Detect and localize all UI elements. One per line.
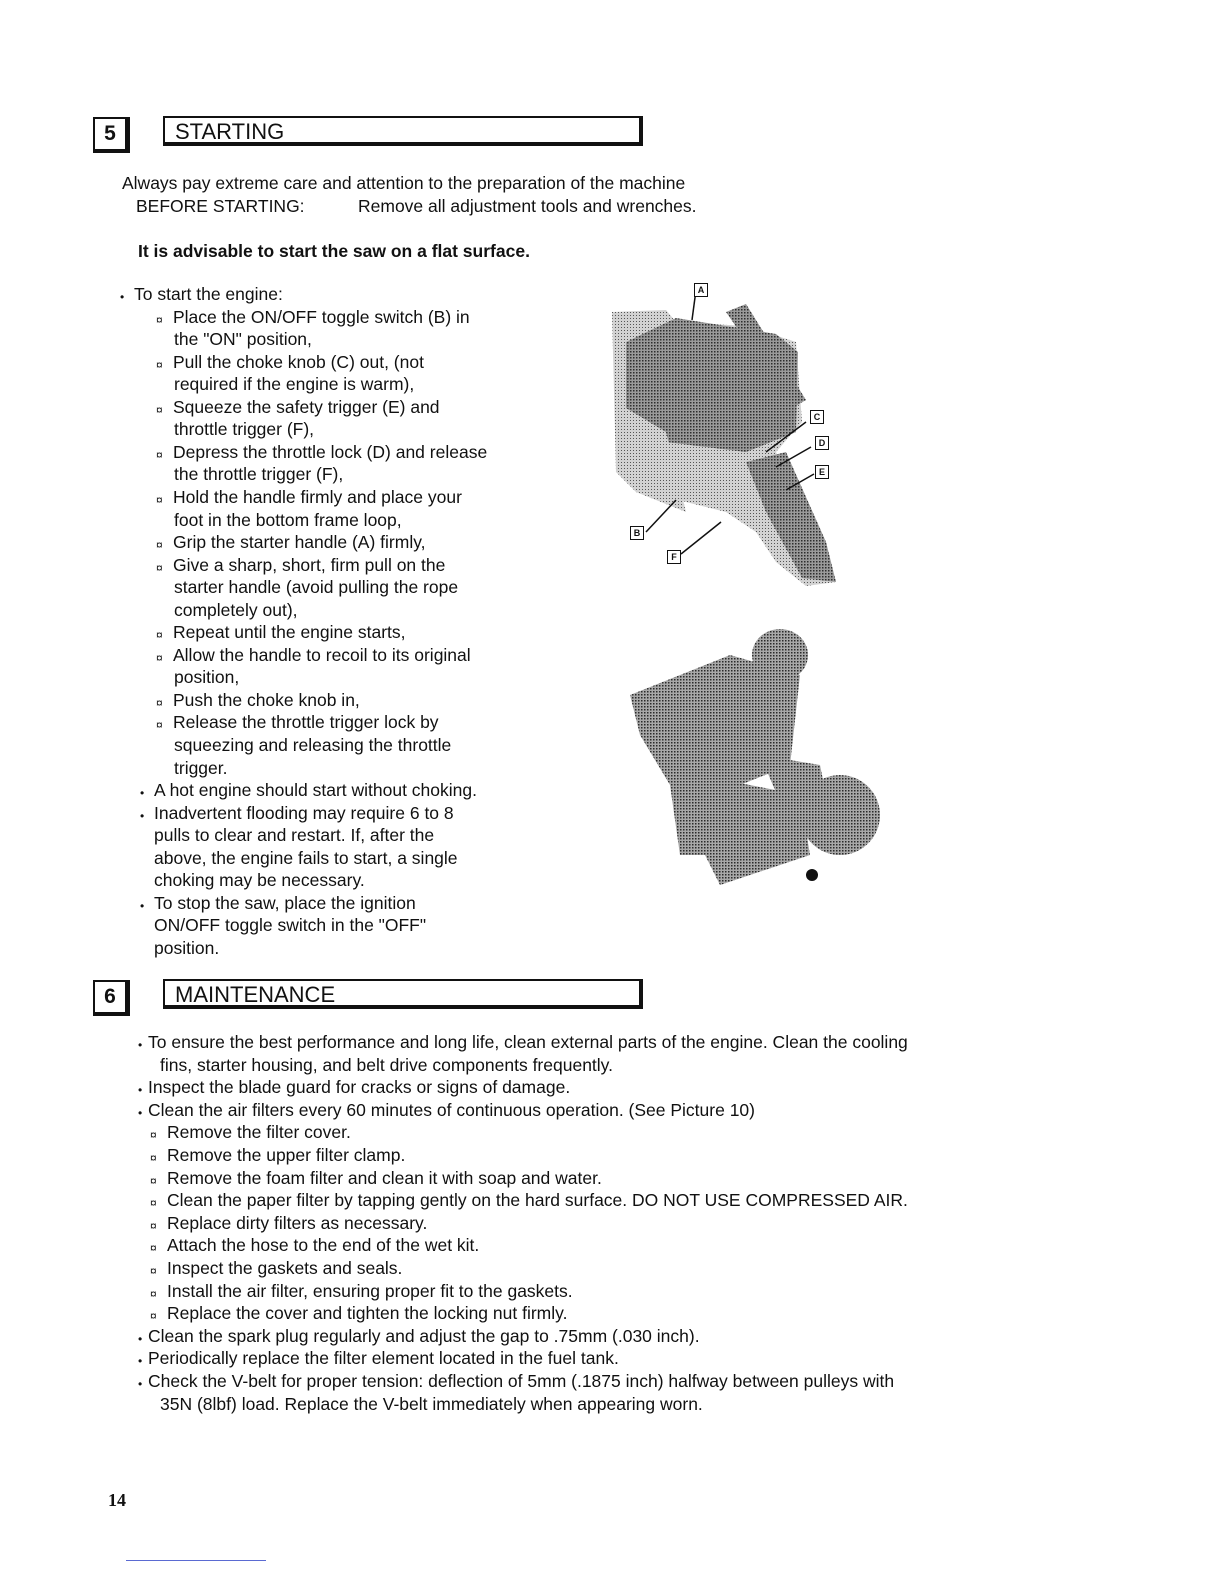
maintenance-line: Periodically replace the filter element located in the fuel tank.	[148, 1348, 619, 1369]
maintenance-subline: Clean the paper filter by tapping gently on the hard surface. DO NOT USE COMPRESSED AIR.	[167, 1190, 908, 1211]
sub-bullet-icon: ¤	[156, 492, 163, 507]
section-number-6: 6	[93, 980, 130, 1016]
bullet-icon: •	[138, 1038, 143, 1052]
step-line: the throttle trigger (F),	[174, 464, 344, 485]
step-line: Push the choke knob in,	[173, 689, 360, 710]
step-line: foot in the bottom frame loop,	[174, 509, 402, 530]
note-line: A hot engine should start without choking.	[154, 780, 477, 801]
maintenance-line: To ensure the best performance and long life, clean external parts of the engine. Clean the cooling	[148, 1032, 908, 1052]
footer-rule	[126, 1560, 266, 1561]
bullet-icon: •	[140, 898, 145, 913]
callout-c: C	[810, 410, 824, 424]
intro-line-2-label: BEFORE STARTING:	[136, 196, 305, 216]
step-line: starter handle (avoid pulling the rope	[174, 577, 459, 598]
step-line: Give a sharp, short, firm pull on the	[173, 554, 446, 575]
bullet-icon: •	[140, 808, 145, 823]
step-line: Squeeze the safety trigger (E) and	[173, 396, 440, 417]
maintenance-line: Clean the spark plug regularly and adjust the gap to .75mm (.030 inch).	[148, 1325, 700, 1346]
sub-bullet-icon: ¤	[156, 628, 163, 643]
bullet-icon: •	[138, 1354, 143, 1369]
bullet-icon: •	[140, 786, 145, 801]
sub-bullet-icon: ¤	[156, 357, 163, 372]
sub-bullet-icon: ¤	[150, 1241, 157, 1256]
callout-d: D	[815, 436, 829, 450]
step-line: trigger.	[174, 757, 228, 778]
sub-bullet-icon: ¤	[150, 1196, 157, 1211]
section-title-starting: STARTING	[163, 116, 643, 146]
step-line: Repeat until the engine starts,	[173, 622, 406, 643]
maintenance-subline: Remove the foam filter and clean it with soap and water.	[167, 1167, 602, 1188]
maintenance-subline: Remove the filter cover.	[167, 1122, 351, 1143]
note-line: above, the engine fails to start, a single	[154, 847, 458, 868]
section-number-5: 5	[93, 117, 130, 153]
maintenance-line: fins, starter housing, and belt drive components frequently.	[160, 1054, 613, 1075]
step-line: throttle trigger (F),	[174, 419, 315, 440]
bullet-icon: •	[120, 290, 125, 304]
note-line: To stop the saw, place the ignition	[154, 892, 416, 913]
sub-bullet-icon: ¤	[150, 1309, 157, 1324]
sub-bullet-icon: ¤	[150, 1218, 157, 1233]
maintenance-line: Inspect the blade guard for cracks or signs of damage.	[148, 1077, 571, 1098]
step-line: Release the throttle trigger lock by	[173, 712, 439, 733]
step-line: required if the engine is warm),	[174, 374, 415, 395]
operator-illustration	[620, 625, 882, 891]
sub-bullet-icon: ¤	[156, 718, 163, 733]
sub-bullet-icon: ¤	[150, 1264, 157, 1278]
step-line: Place the ON/OFF toggle switch (B) in	[173, 306, 470, 327]
sub-bullet-icon: ¤	[156, 560, 163, 575]
callout-f: F	[667, 550, 681, 564]
bullet-icon: •	[138, 1083, 143, 1098]
maintenance-subline: Replace the cover and tighten the locking nut firmly.	[167, 1303, 568, 1324]
maintenance-subline: Attach the hose to the end of the wet kit.	[167, 1235, 480, 1256]
step-line: position,	[174, 667, 240, 688]
maintenance-subline: Inspect the gaskets and seals.	[167, 1258, 403, 1278]
step-line: the "ON" position,	[174, 329, 312, 350]
maintenance-subline: Install the air filter, ensuring proper fit to the gaskets.	[167, 1280, 573, 1301]
sub-bullet-icon: ¤	[156, 402, 163, 417]
step-line: Pull the choke knob (C) out, (not	[173, 351, 424, 372]
advice-text: It is advisable to start the saw on a flat surface.	[138, 241, 530, 261]
step-line: Hold the handle firmly and place your	[173, 486, 462, 507]
intro-line-1: Always pay extreme care and attention to the preparation of the machine	[122, 173, 686, 193]
note-line: pulls to clear and restart. If, after the	[154, 825, 435, 846]
note-line: ON/OFF toggle switch in the "OFF"	[154, 915, 427, 936]
sub-bullet-icon: ¤	[156, 312, 163, 327]
maintenance-line: Clean the air filters every 60 minutes of continuous operation. (See Picture 10)	[148, 1099, 755, 1120]
step-line: Grip the starter handle (A) firmly,	[173, 532, 426, 553]
step-line: Depress the throttle lock (D) and release	[173, 441, 488, 462]
sub-bullet-icon: ¤	[156, 650, 163, 665]
sub-bullet-icon: ¤	[150, 1128, 157, 1143]
to-start-heading: To start the engine:	[134, 284, 283, 304]
bullet-icon: •	[138, 1105, 143, 1120]
maintenance-subline: Replace dirty filters as necessary.	[167, 1212, 428, 1233]
note-line: position.	[154, 937, 220, 958]
sub-bullet-icon: ¤	[156, 695, 163, 710]
operator-starting-saw-photo	[620, 625, 882, 891]
step-line: squeezing and releasing the throttle	[174, 735, 452, 755]
section-title-maintenance: MAINTENANCE	[163, 979, 643, 1009]
maintenance-line: 35N (8lbf) load. Replace the V-belt immediately when appearing worn.	[160, 1393, 703, 1414]
saw-controls-photo	[606, 282, 844, 594]
note-line: Inadvertent flooding may require 6 to 8	[154, 802, 454, 823]
maintenance-line: Check the V-belt for proper tension: deflection of 5mm (.1875 inch) halfway between pulleys with	[148, 1371, 895, 1391]
maintenance-subline: Remove the upper filter clamp.	[167, 1145, 406, 1165]
bullet-icon: •	[138, 1377, 143, 1391]
step-line: Allow the handle to recoil to its original	[173, 644, 471, 665]
step-line: completely out),	[174, 599, 298, 620]
sub-bullet-icon: ¤	[156, 447, 163, 462]
note-line: choking may be necessary.	[154, 870, 365, 891]
bullet-icon: •	[138, 1331, 143, 1346]
page-number: 14	[108, 1490, 126, 1510]
sub-bullet-icon: ¤	[150, 1173, 157, 1188]
sub-bullet-icon: ¤	[150, 1286, 157, 1301]
sub-bullet-icon: ¤	[156, 538, 163, 553]
callout-b: B	[630, 526, 644, 540]
saw-controls-illustration	[606, 282, 844, 594]
callout-a: A	[694, 283, 708, 297]
sub-bullet-icon: ¤	[150, 1151, 157, 1165]
callout-e: E	[815, 465, 829, 479]
intro-line-2-text: Remove all adjustment tools and wrenches.	[358, 196, 697, 216]
